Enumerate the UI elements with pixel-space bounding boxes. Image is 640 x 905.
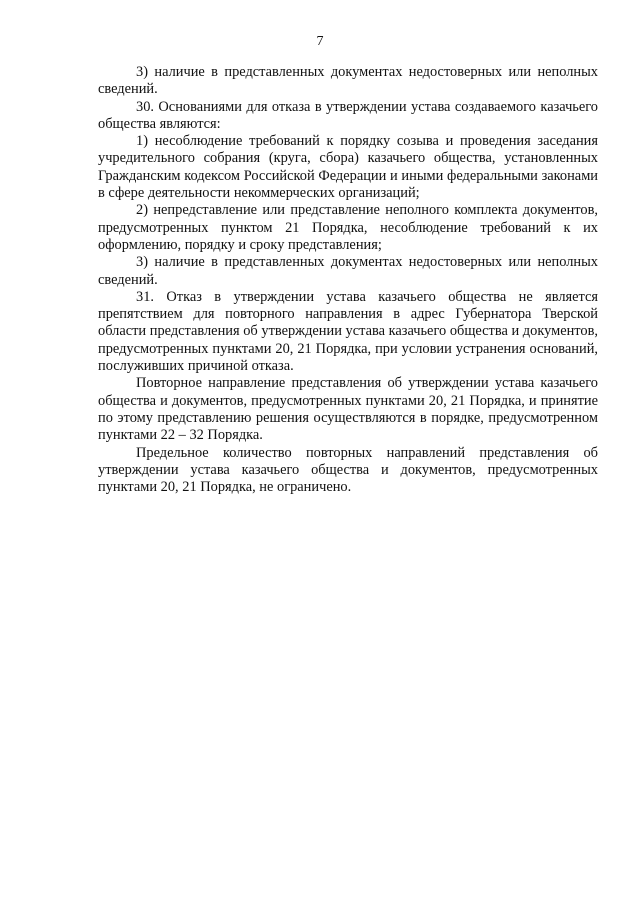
- document-body: [98, 64, 598, 496]
- paragraph-item-1-non-compliance: 1) несоблюдение требований к порядку созыва и проведения заседания учредительного собрания (круга, сбора) казачьего общества, установленных Гражданским кодексом Российской Федерации и иными федеральными законами в сфере деятельности некоммерческих организаций;: [98, 133, 598, 202]
- paragraph-submission-limit: Предельное количество повторных направлений представления об утверждении устава казачьего общества и документов, предусмотренных пунктами 20, 21 Порядка, не ограничено.: [98, 444, 598, 496]
- paragraph-repeat-submission: Повторное направление представления об утверждении устава казачьего общества и документов, предусмотренных пунктами 20, 21 Порядка, и принятие по этому представлению решения осуществляются в порядке, предусмотренном пунктами 22 – 32 Порядка.: [98, 375, 598, 444]
- paragraph-31-refusal-not-obstacle: 31. Отказ в утверждении устава казачьего общества не является препятствием для повторного направления в адрес Губернатора Тверской области представления об утверждении устава казачьего общества и документов, предусмотренных пунктами 20, 21 Порядка, при условии устранения оснований, послуживших причиной отказа.: [98, 288, 598, 375]
- paragraph-30-refusal-grounds: 30. Основаниями для отказа в утверждении устава создаваемого казачьего общества являются:: [98, 98, 598, 132]
- page-number: 7: [316, 34, 324, 49]
- paragraph-item-3-insufficient-data: 3) наличие в представленных документах недостоверных или неполных сведений.: [98, 64, 598, 98]
- paragraph-item-3-insufficient-data-repeat: 3) наличие в представленных документах недостоверных или неполных сведений.: [98, 254, 598, 288]
- paragraph-item-2-incomplete-documents: 2) непредставление или представление неполного комплекта документов, предусмотренных пунктом 21 Порядка, несоблюдение требований к их оформлению, порядку и сроку представления;: [98, 202, 598, 253]
